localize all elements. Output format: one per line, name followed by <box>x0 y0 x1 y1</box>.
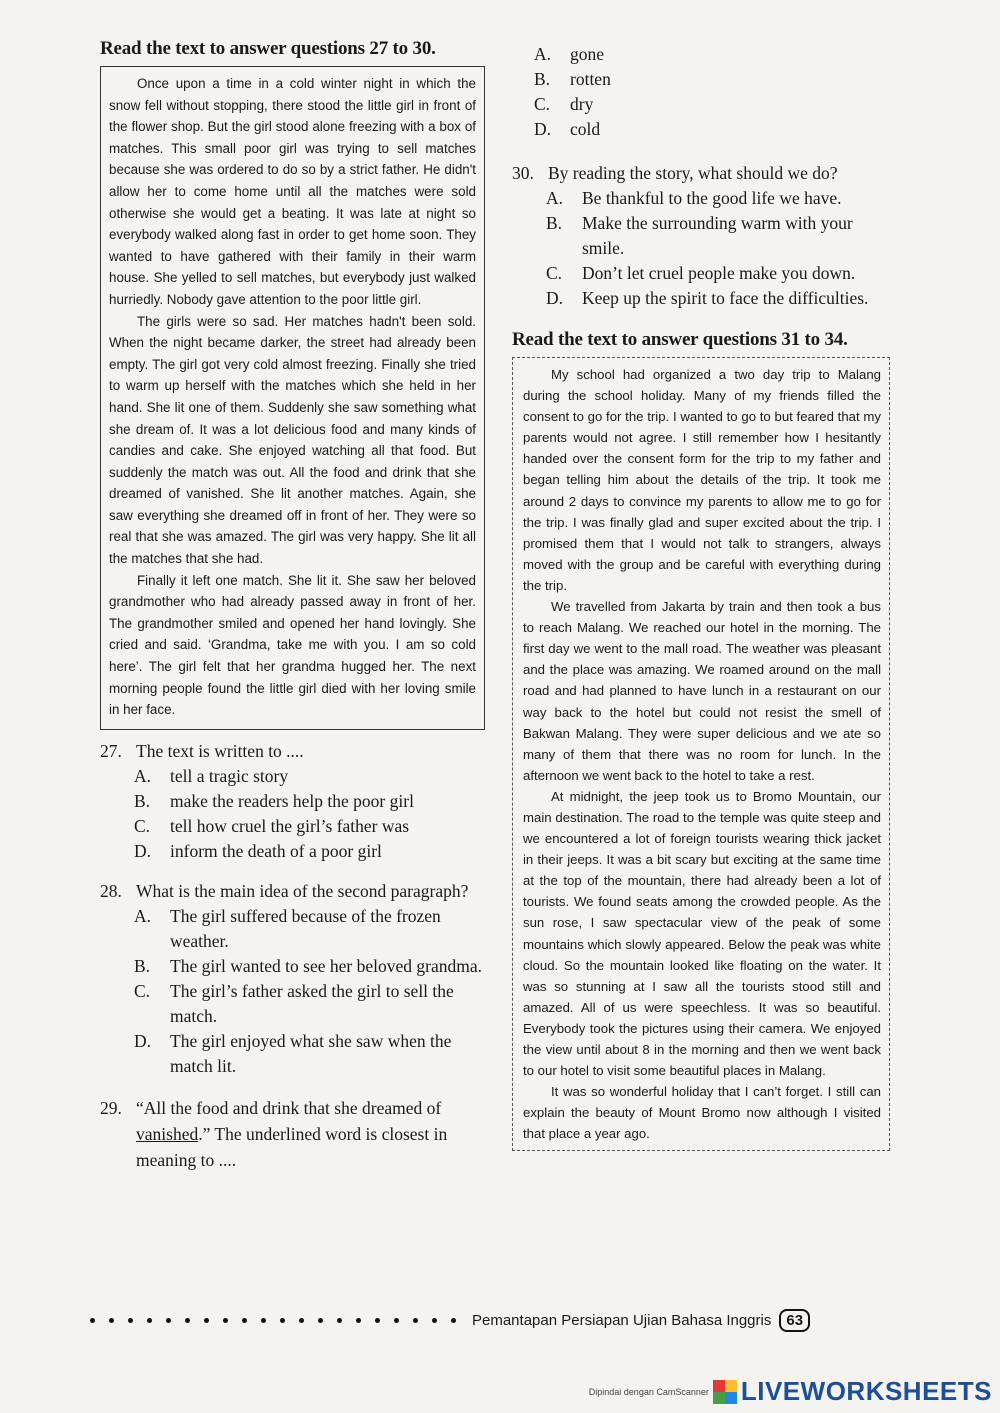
scanner-credit: Dipindai dengan CamScanner <box>588 1386 709 1397</box>
option-text: Make the surrounding warm with your smile. <box>582 213 853 258</box>
option-letter: C. <box>534 94 551 114</box>
option-letter: A. <box>134 905 152 926</box>
question-number: 28. <box>100 880 122 901</box>
question-27 <box>100 738 485 864</box>
option-text: gone <box>570 44 605 64</box>
liveworksheets-logo-icon <box>713 1380 737 1404</box>
answer-option-d[interactable] <box>134 839 485 864</box>
passage-paragraph: Finally it left one match. She lit it. She saw her beloved grandmother who had already passed away in front of her. The grandmother smiled and opened her hand lovingly. She cried and said. ‘Grandma, take me with you. I am so cold here’. The girl felt that her grandma hugged her. The next morning people found the little girl died with her loving smile in her face. <box>109 572 476 718</box>
answer-option-d[interactable] <box>534 117 890 142</box>
question-number: 29. <box>100 1097 122 1118</box>
question-stem: What is the main idea of the second paragraph? <box>136 880 469 901</box>
footer-book-title: Pemantapan Persiapan Ujian Bahasa Inggris <box>472 1311 772 1329</box>
question-number: 27. <box>100 740 122 761</box>
watermark-brand: LIVEWORKSHEETS <box>740 1376 992 1406</box>
footer-dots <box>90 1318 456 1323</box>
option-text: cold <box>570 119 601 139</box>
section-heading-31-34: Read the text to answer questions 31 to 34. <box>512 329 848 350</box>
reading-passage-malang <box>512 357 890 1151</box>
answer-option-a[interactable] <box>534 42 890 67</box>
question-stem: The text is written to .... <box>136 740 304 761</box>
option-letter: A. <box>534 44 552 64</box>
answer-option-a[interactable] <box>134 904 485 954</box>
option-letter: C. <box>546 263 563 283</box>
option-letter: D. <box>134 840 152 861</box>
answer-option-b[interactable] <box>134 954 485 979</box>
answer-option-c[interactable] <box>534 92 890 117</box>
passage-paragraph: Once upon a time in a cold winter night in which the snow fell without stopping, there stood the little girl in front of the flower shop. But the girl stood alone freezing with a box of matches. This small poor girl was trying to sell matches because she was ordered to do so by a strict father. He didn't allow her to come home until all the matches were sold otherwise she would get a beating. It was late at night so everybody walked along fast in order to get home soon. They wanted to have gathered with their family in their warm house. She yelled to sell matches, but everybody just walked hurriedly. Nobody gave attention to the poor little girl. <box>109 76 476 307</box>
answer-option-a[interactable] <box>546 186 890 211</box>
option-text: Don’t let cruel people make you down. <box>582 263 856 283</box>
option-letter: D. <box>546 288 564 308</box>
page-footer <box>90 1300 900 1340</box>
question-30 <box>512 160 890 311</box>
question-stem <box>136 1095 485 1173</box>
option-text: dry <box>570 94 594 114</box>
answer-option-d[interactable] <box>134 1029 485 1079</box>
option-text: make the readers help the poor girl <box>170 790 414 811</box>
question-stem: By reading the story, what should we do? <box>548 163 838 183</box>
option-letter: D. <box>134 1030 152 1051</box>
question-29-options <box>534 42 890 142</box>
option-text: tell how cruel the girl’s father was <box>170 815 410 836</box>
option-text: rotten <box>570 69 611 89</box>
option-text: Be thankful to the good life we have. <box>582 188 842 208</box>
passage-paragraph: It was so wonderful holiday that I can’t forget. I still can explain the beauty of Mount Bromo now although I visited that place a year ago. <box>523 1084 881 1142</box>
stem-text-pre: “All the food and drink that she dreamed of <box>136 1097 442 1118</box>
option-letter: D. <box>534 119 552 139</box>
answer-option-c[interactable] <box>546 261 890 286</box>
section-heading-27-30: Read the text to answer questions 27 to 30. <box>100 38 436 59</box>
left-column <box>100 38 485 1173</box>
option-text: Keep up the spirit to face the difficulties. <box>582 288 869 308</box>
page-number: 63 <box>779 1309 810 1332</box>
answer-option-b[interactable] <box>546 211 890 261</box>
option-text: The girl’s father asked the girl to sell the match. <box>170 980 454 1026</box>
answer-option-c[interactable] <box>134 979 485 1029</box>
option-letter: A. <box>134 765 152 786</box>
passage-paragraph: The girls were so sad. Her matches hadn't been sold. When the night became darker, the street had already been empty. The girl got very cold almost freezing. Finally she tried to warm up herself with the matches which she held in her hand. She lit one of them. Suddenly she saw something what she dream of. It was a lot delicious food and many kinds of candies and cake. She enjoyed watching all that food. But suddenly the match was out. All the food and drink that she dreamed of vanished. She lit another matches. Again, she saw everything she dreamed off in front of her. They were so real that she was amazed. The girl was very happy. She lit all the matches that she had. <box>109 313 476 567</box>
option-text: The girl suffered because of the frozen weather. <box>170 905 441 951</box>
watermark <box>589 1376 992 1407</box>
passage-paragraph: My school had organized a two day trip to Malang during the school holiday. Many of my friends filled the consent to go for the trip. I wanted to go to but feared that my parents would not agree. I still remember how I hesitantly handed over the consent form for the trip to my father and began telling him about the details of the trip. It took me around 2 days to convince my parents to allow me to go for the trip. I was finally glad and super excited about the trip. I promised them that I would not talk to strangers, always moved with the group and be careful with everything during the trip. <box>523 367 881 593</box>
option-text: inform the death of a poor girl <box>170 840 382 861</box>
option-text: The girl enjoyed what she saw when the match lit. <box>170 1030 452 1076</box>
option-letter: B. <box>546 213 563 233</box>
answer-option-d[interactable] <box>546 286 890 311</box>
option-letter: C. <box>134 815 151 836</box>
option-letter: B. <box>534 69 551 89</box>
answer-option-b[interactable] <box>134 789 485 814</box>
question-28 <box>100 878 485 1079</box>
answer-option-c[interactable] <box>134 814 485 839</box>
passage-paragraph: At midnight, the jeep took us to Bromo Mountain, our main destination. The road to the temple was quite steep and we encountered a lot of foreign tourists wearing thick jacket in their jeeps. It was a bit scary but exciting at the same time at the top of the mountain, there had already been a lot of tourists. We found seats among the crowded people. As the sun rose, I saw spectacular view of the peak of some mountains which slowly appeared. Below the peak was white cloud. So the mountain looked like floating on the water. It was so stunning at I saw all the tourists stood still and amazed. All of us were speechless. It was so beautiful. Everybody took the pictures using their camera. We enjoyed the view until about 8 in the morning and then we went back to our hotel to visit some beautiful places in Malang. <box>523 788 881 1079</box>
answer-option-b[interactable] <box>534 67 890 92</box>
option-letter: B. <box>134 955 151 976</box>
question-29 <box>100 1095 485 1173</box>
question-number: 30. <box>512 163 534 183</box>
option-text: The girl wanted to see her beloved grandma. <box>170 955 482 976</box>
option-letter: A. <box>546 188 564 208</box>
option-letter: C. <box>134 980 151 1001</box>
reading-passage-matchgirl <box>100 66 485 730</box>
option-letter: B. <box>134 790 151 811</box>
right-column <box>512 42 890 1151</box>
passage-paragraph: We travelled from Jakarta by train and then took a bus to reach Malang. We reached our hotel in the morning. The first day we went to the mall road. The weather was pleasant and the place was amazing. We roamed around on the mall road and had planned to have lunch in a restaurant on our way back to the hotel but could not resist the smell of Bakwan Malang. They were super delicious and we ate so many of them that there was no room for lunch. In the afternoon we went back to the hotel to take a rest. <box>523 599 881 783</box>
underlined-word: vanished <box>136 1123 199 1144</box>
answer-option-a[interactable] <box>134 764 485 789</box>
option-text: tell a tragic story <box>170 765 289 786</box>
stem-text-post: .” The underlined word is closest in meaning to .... <box>136 1123 448 1170</box>
